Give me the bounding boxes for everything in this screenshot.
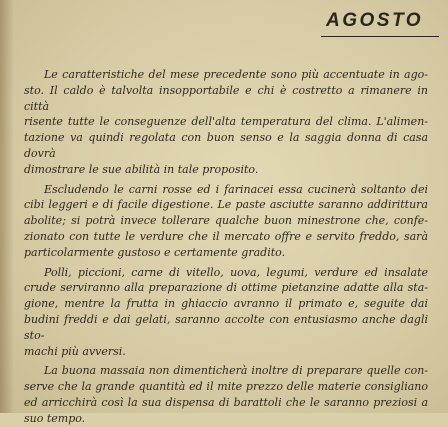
text-line: serve che la grande quantità ed il mite prezzo delle materie consigliano — [24, 380, 428, 394]
paragraph-3 — [24, 265, 428, 360]
text-line: risente tutte le conseguenze dell'alta temperatura del clima. L'alimen- — [24, 115, 428, 129]
text-line: tazione va quindi regolata con buon senso e la saggia donna di casa dovrà — [24, 131, 428, 160]
text-line: machi più avversi. — [24, 344, 126, 358]
paragraph-1 — [24, 67, 428, 178]
text-line: gione, mentre la frutta in ghiaccio avranno il primato e, seguite dai — [24, 297, 428, 311]
text-line: Polli, piccioni, carne di vitello, uova, legumi, verdure ed insalate — [44, 265, 428, 279]
text-line: Escludendo le carni rosse ed i farinacei essa cucinerà soltanto dei — [44, 182, 428, 196]
text-line: abolite; si potrà invece tollerare qualche buon minestrone che, confe- — [24, 214, 428, 228]
page-title: AGOSTO — [326, 10, 423, 31]
text-line: sto. Il caldo è talvolta insopportabile e chi è costretto a rimanere in città — [24, 83, 428, 113]
article-body — [24, 67, 428, 427]
title-underline — [321, 36, 439, 37]
text-line: dimostrare le sue abilità in tale proposito. — [24, 162, 259, 176]
text-line: La buona massaia non dimenticherà inoltre di preparare quelle con- — [44, 364, 428, 378]
text-line: Le caratteristiche del mese precedente sono più accentuate in ago- — [44, 68, 428, 81]
paragraph-4 — [24, 363, 428, 426]
text-line: suo tempo. — [24, 411, 86, 425]
text-line: cibi leggeri e di facile digestione. Le paste asciutte saranno addirittura — [24, 198, 428, 212]
text-line: crude serviranno alla preparazione di ottime pietanzine adatte alla sta- — [24, 281, 428, 295]
text-line: particolarmente gustoso e certamente gradito. — [24, 245, 286, 259]
text-line: ed arricchirà così la sua dispensa di barattoli che le saranno preziosi a — [24, 395, 428, 409]
text-line: budini freddi e dai gelati, saranno accolte con entusiasmo anche dagli sto- — [24, 312, 428, 342]
paragraph-2 — [24, 182, 428, 261]
text-line: zionato con tutte le verdure che il mercato offre e servito freddo, sarà — [24, 229, 428, 243]
